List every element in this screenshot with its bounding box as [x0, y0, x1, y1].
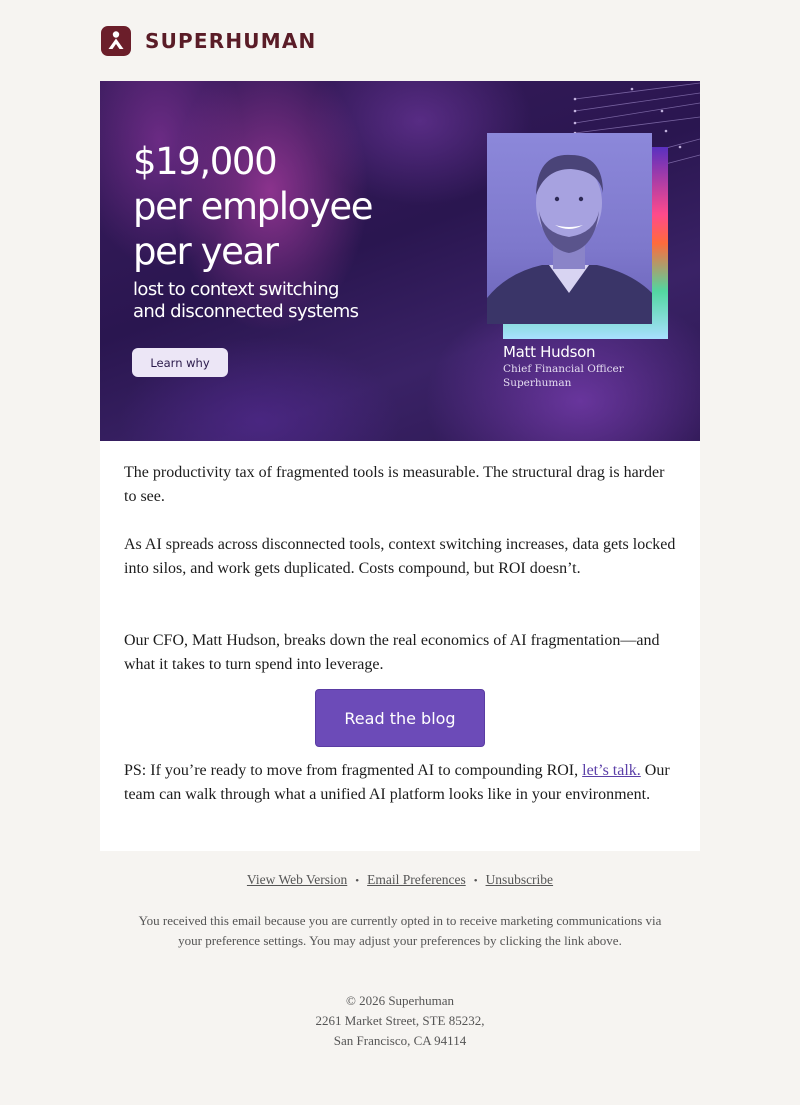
hero-subline: [133, 279, 358, 323]
link-separator: •: [355, 875, 360, 887]
footer-note: You received this email because you are currently opted in to receive marketing communications via your preference settings. You may adjust your preferences by clicking the link above.: [138, 913, 662, 948]
address-line: 2261 Market Street, STE 85232,: [315, 1013, 485, 1028]
brand-name: SUPERHUMAN: [145, 28, 317, 53]
superhuman-logo-icon: [101, 26, 131, 56]
subline-line: and disconnected systems: [133, 301, 359, 322]
read-the-blog-button[interactable]: Read the blog: [315, 689, 485, 747]
copyright: © 2026 Superhuman: [345, 993, 455, 1008]
address-line: San Francisco, CA 94114: [333, 1033, 467, 1048]
ps-text: Our team can walk through what a unified AI platform looks like in your environment.: [124, 762, 670, 803]
body-paragraph: Our CFO, Matt Hudson, breaks down the real economics of AI fragmentation—and what it takes to turn spend into leverage.: [124, 632, 660, 673]
hero-banner[interactable]: [100, 81, 700, 441]
headline-line: per year: [133, 230, 278, 273]
view-web-version-link[interactable]: View Web Version: [246, 872, 348, 887]
ps-paragraph: [124, 759, 676, 807]
ps-text: PS: If you’re ready to move from fragmented AI to compounding ROI,: [124, 762, 583, 779]
body-paragraph: As AI spreads across disconnected tools, context switching increases, data gets locked into silos, and work gets duplicated. Costs compound, but ROI doesn’t.: [124, 536, 676, 577]
email-body-card: [100, 441, 700, 851]
brand-logo[interactable]: [101, 25, 316, 56]
person-name: Matt Hudson: [503, 343, 596, 361]
email-preferences-link[interactable]: Email Preferences: [367, 872, 466, 887]
headline-line: $19,000: [133, 140, 277, 183]
headline-line: per employee: [133, 185, 373, 228]
lets-talk-link[interactable]: let’s talk.: [582, 762, 641, 779]
body-paragraph: The productivity tax of fragmented tools is measurable. The structural drag is harder to see.: [124, 464, 665, 505]
learn-why-button[interactable]: Learn why: [132, 348, 228, 377]
footer-address: [0, 991, 800, 1051]
subline-line: lost to context switching: [133, 279, 339, 300]
link-separator: •: [473, 875, 478, 887]
hero-headline: [133, 139, 372, 274]
person-company: Superhuman: [503, 377, 572, 389]
person-photo: [487, 133, 652, 324]
person-title: Chief Financial Officer: [503, 363, 624, 375]
footer-links: [0, 872, 800, 888]
unsubscribe-link[interactable]: Unsubscribe: [485, 872, 554, 887]
